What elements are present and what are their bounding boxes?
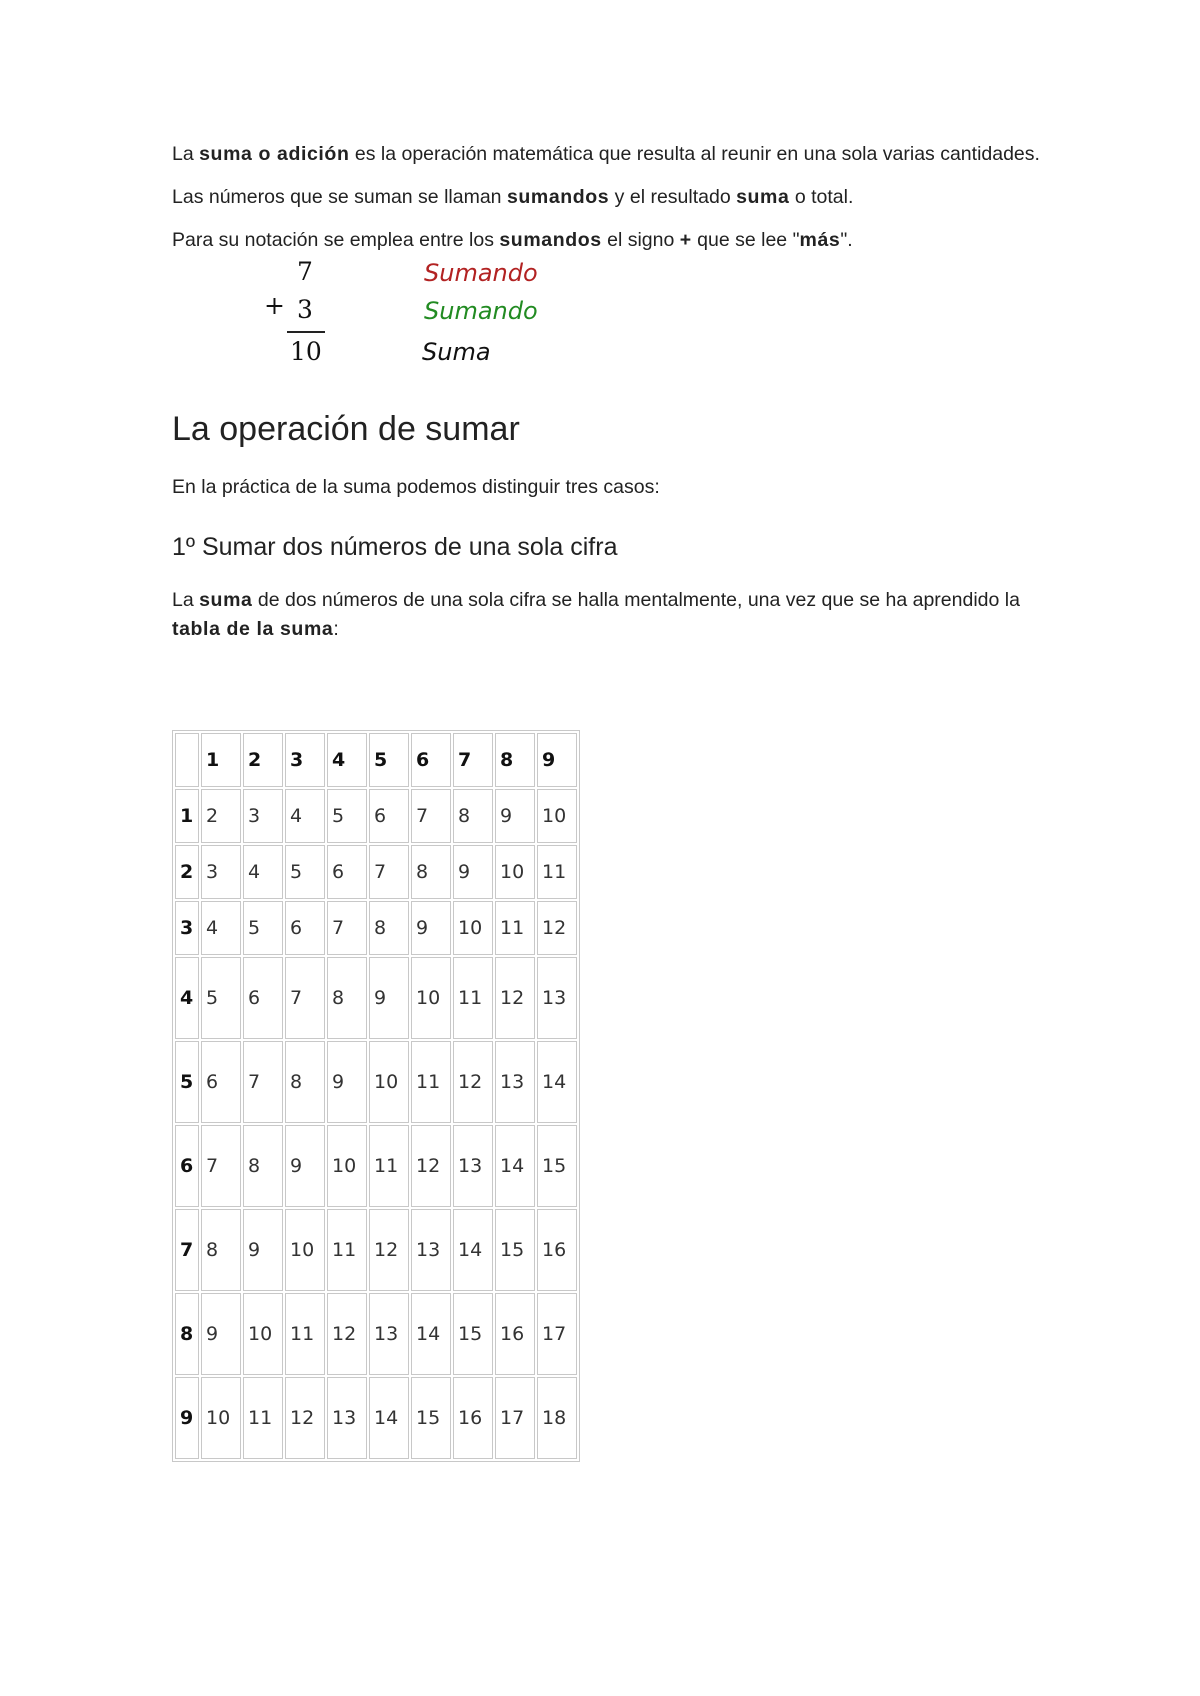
table-cell: 16: [453, 1377, 493, 1459]
table-cell: 9: [495, 789, 535, 843]
table-cell: 7: [327, 901, 367, 955]
table-cell: 15: [495, 1209, 535, 1291]
table-row: [175, 901, 577, 955]
text-run: el signo: [601, 229, 680, 251]
table-cell: 3: [201, 845, 241, 899]
sum-label: Suma: [422, 338, 491, 366]
table-cell: 14: [537, 1041, 577, 1123]
table-cell: 9: [453, 845, 493, 899]
table-row: [175, 1209, 577, 1291]
section-title: La operación de sumar: [172, 410, 520, 448]
text-run: ".: [840, 229, 853, 251]
text-run: es la operación matemática que resulta al reunir en una sola varias cantidades.: [349, 143, 1040, 165]
table-cell: 13: [537, 957, 577, 1039]
table-cell: 7: [201, 1125, 241, 1207]
table-cell: 10: [495, 845, 535, 899]
table-cell: 10: [453, 901, 493, 955]
table-cell: 6: [327, 845, 367, 899]
table-cell: 17: [537, 1293, 577, 1375]
table-cell: 9: [327, 1041, 367, 1123]
table-cell: 4: [201, 901, 241, 955]
table-cell: 7: [411, 789, 451, 843]
table-header-cell: 1: [201, 733, 241, 787]
section-intro: En la práctica de la suma podemos distinguir tres casos:: [172, 476, 660, 498]
plus-sign: +: [264, 291, 285, 320]
addend-label-1: Sumando: [424, 259, 538, 287]
table-cell: 9: [411, 901, 451, 955]
document-page: [172, 140, 1052, 644]
intro-paragraph-1: [172, 140, 1052, 169]
table-cell: 10: [537, 789, 577, 843]
table-cell: 11: [495, 901, 535, 955]
table-cell: 16: [537, 1209, 577, 1291]
bold-term: suma: [199, 589, 253, 611]
table-cell: 2: [201, 789, 241, 843]
table-cell: 9: [243, 1209, 283, 1291]
table-cell: 8: [453, 789, 493, 843]
table-cell: 12: [453, 1041, 493, 1123]
sum-line: [287, 331, 325, 333]
table-cell: 13: [495, 1041, 535, 1123]
table-cell: 12: [369, 1209, 409, 1291]
table-cell: 4: [285, 789, 325, 843]
table-cell: 10: [243, 1293, 283, 1375]
table-cell: 15: [537, 1125, 577, 1207]
table-header-cell: 4: [327, 733, 367, 787]
addend-2: 3: [297, 295, 313, 324]
text-run: Las números que se suman se llaman: [172, 186, 507, 208]
bold-term: más: [799, 229, 841, 251]
table-cell: 15: [411, 1377, 451, 1459]
table-cell: 8: [411, 845, 451, 899]
table-cell: 8: [327, 957, 367, 1039]
table-cell: 6: [201, 1041, 241, 1123]
subsection-paragraph: [172, 586, 1052, 644]
table-row-header: 6: [175, 1125, 199, 1207]
intro-paragraph-3: [172, 226, 1052, 255]
table-cell: 16: [495, 1293, 535, 1375]
table-row: [175, 789, 577, 843]
table-cell: 14: [369, 1377, 409, 1459]
table-row-header: 2: [175, 845, 199, 899]
bold-term: tabla de la suma: [172, 618, 334, 640]
table-row: [175, 957, 577, 1039]
text-run: o total.: [789, 186, 854, 208]
table-row: [175, 1293, 577, 1375]
table-cell: 13: [327, 1377, 367, 1459]
table-cell: 6: [285, 901, 325, 955]
text-run: La: [172, 143, 200, 165]
table-cell: 15: [453, 1293, 493, 1375]
table-cell: 11: [537, 845, 577, 899]
table-cell: 7: [369, 845, 409, 899]
text-run: que se lee ": [691, 229, 800, 251]
addend-1: 7: [297, 257, 313, 286]
table-cell: 5: [327, 789, 367, 843]
table-cell: 12: [411, 1125, 451, 1207]
table-cell: 4: [243, 845, 283, 899]
table-cell: 13: [453, 1125, 493, 1207]
table-cell: 14: [495, 1125, 535, 1207]
table-cell: 3: [243, 789, 283, 843]
table-row: [175, 1125, 577, 1207]
sum-result: 10: [290, 337, 322, 366]
bold-term: suma o adición: [199, 143, 350, 165]
table-cell: 5: [243, 901, 283, 955]
table-cell: 11: [411, 1041, 451, 1123]
table-row: [175, 845, 577, 899]
table-row-header: 3: [175, 901, 199, 955]
table-cell: 11: [243, 1377, 283, 1459]
table-cell: 11: [369, 1125, 409, 1207]
table-cell: 5: [285, 845, 325, 899]
table-cell: 8: [285, 1041, 325, 1123]
table-cell: 9: [201, 1293, 241, 1375]
table-header-row: [175, 733, 577, 787]
table-row-header: 5: [175, 1041, 199, 1123]
table-cell: 10: [369, 1041, 409, 1123]
bold-term: +: [679, 229, 692, 251]
table-row-header: 4: [175, 957, 199, 1039]
table-cell: 10: [411, 957, 451, 1039]
table-cell: 18: [537, 1377, 577, 1459]
addition-example: [172, 259, 1052, 389]
table-cell: 8: [201, 1209, 241, 1291]
table-cell: 7: [285, 957, 325, 1039]
table-row-header: 1: [175, 789, 199, 843]
table-cell: 12: [285, 1377, 325, 1459]
table-cell: 13: [411, 1209, 451, 1291]
table-cell: 12: [495, 957, 535, 1039]
table-cell: 9: [369, 957, 409, 1039]
table-cell: 11: [453, 957, 493, 1039]
table-cell: 10: [201, 1377, 241, 1459]
table-row-header: 8: [175, 1293, 199, 1375]
text-run: Para su notación se emplea entre los: [172, 229, 500, 251]
table-cell: 12: [537, 901, 577, 955]
table-cell: 10: [327, 1125, 367, 1207]
bold-term: sumandos: [506, 186, 610, 208]
table-cell: 13: [369, 1293, 409, 1375]
addend-label-2: Sumando: [424, 297, 538, 325]
table-cell: 6: [369, 789, 409, 843]
table-cell: 9: [285, 1125, 325, 1207]
table-cell: 8: [369, 901, 409, 955]
table-cell: 8: [243, 1125, 283, 1207]
table-header-cell: [175, 733, 199, 787]
text-run: La: [172, 589, 200, 611]
table-header-cell: 3: [285, 733, 325, 787]
table-cell: 6: [243, 957, 283, 1039]
bold-term: sumandos: [499, 229, 602, 251]
table-cell: 11: [327, 1209, 367, 1291]
table-cell: 12: [327, 1293, 367, 1375]
bold-term: suma: [736, 186, 790, 208]
table-cell: 7: [243, 1041, 283, 1123]
table-row: [175, 1377, 577, 1459]
table-cell: 14: [453, 1209, 493, 1291]
table-header-cell: 9: [537, 733, 577, 787]
table-header-cell: 2: [243, 733, 283, 787]
table-cell: 14: [411, 1293, 451, 1375]
table-row: [175, 1041, 577, 1123]
table-header-cell: 5: [369, 733, 409, 787]
addition-table: [172, 730, 580, 1462]
table-cell: 10: [285, 1209, 325, 1291]
table-cell: 11: [285, 1293, 325, 1375]
text-run: de dos números de una sola cifra se halla mentalmente, una vez que se ha aprendido la: [252, 589, 1020, 611]
table-header-cell: 6: [411, 733, 451, 787]
table-cell: 17: [495, 1377, 535, 1459]
intro-paragraph-2: [172, 183, 1052, 212]
table-header-cell: 7: [453, 733, 493, 787]
table-row-header: 9: [175, 1377, 199, 1459]
text-run: :: [333, 618, 339, 640]
table-row-header: 7: [175, 1209, 199, 1291]
text-run: y el resultado: [609, 186, 737, 208]
subsection-title: 1º Sumar dos números de una sola cifra: [172, 533, 618, 561]
table-cell: 5: [201, 957, 241, 1039]
table-header-cell: 8: [495, 733, 535, 787]
